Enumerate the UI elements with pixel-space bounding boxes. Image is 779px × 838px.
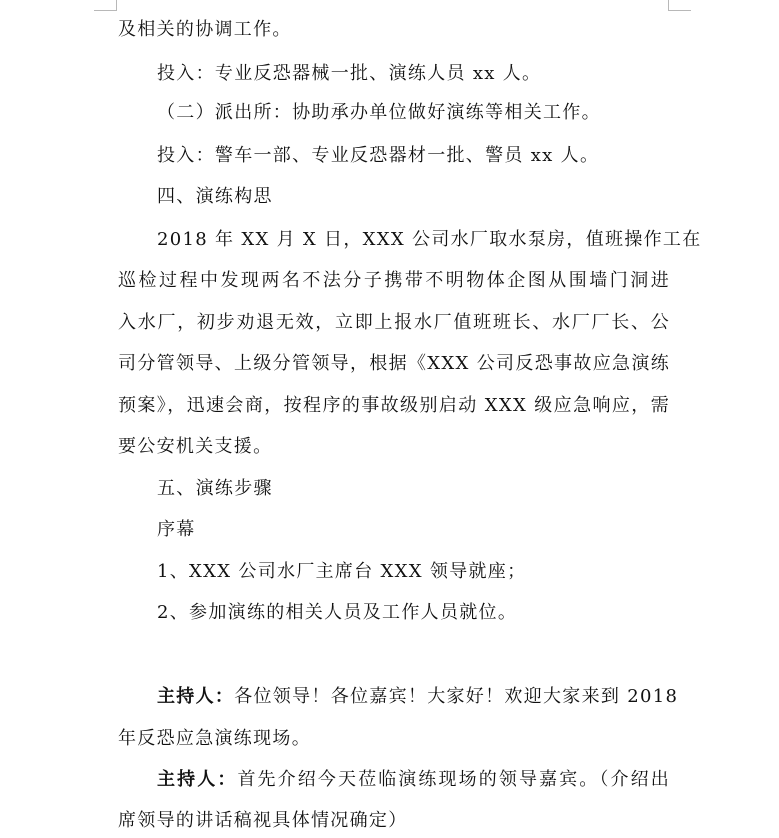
section-heading: 四、演练构思 [157, 186, 273, 207]
paragraph-line: 预案》，迅速会商，按程序的事故级别启动 XXX 级应急响应，需 [118, 395, 670, 416]
paragraph-line: （二）派出所：协助承办单位做好演练等相关工作。 [157, 102, 601, 123]
paragraph-line: 要公安机关支援。 [118, 436, 273, 457]
speaker-label: 主持人： [157, 686, 235, 707]
paragraph-line: 及相关的协调工作。 [118, 19, 292, 40]
paragraph-line: 司分管领导、上级分管领导，根据《XXX 公司反恐事故应急演练 [118, 353, 670, 374]
host-speech-line [157, 685, 679, 709]
paragraph-line: 投入：专业反恐器械一批、演练人员 xx 人。 [157, 63, 542, 84]
speech-text: 各位领导！各位嘉宾！大家好！欢迎大家来到 2018 [234, 686, 679, 707]
subheading: 序幕 [157, 519, 196, 540]
speaker-label: 主持人： [157, 769, 238, 790]
speech-text: 首先介绍今天莅临演练现场的领导嘉宾。（介绍出 [237, 769, 670, 790]
margin-corner-mark-left [94, 0, 117, 11]
paragraph-line: 投入：警车一部、专业反恐器材一批、警员 xx 人。 [157, 145, 600, 166]
paragraph-line: 2018 年 XX 月 X 日，XXX 公司水厂取水泵房，值班操作工在 [157, 229, 702, 250]
host-speech-line [157, 768, 670, 792]
section-heading: 五、演练步骤 [157, 478, 273, 499]
list-item: 1、XXX 公司水厂主席台 XXX 领导就座； [157, 561, 527, 582]
paragraph-line: 巡检过程中发现两名不法分子携带不明物体企图从围墙门洞进 [118, 270, 670, 291]
margin-corner-mark-right [668, 0, 691, 11]
host-speech-line: 年反恐应急演练现场。 [118, 728, 311, 749]
list-item: 2、参加演练的相关人员及工作人员就位。 [157, 602, 518, 623]
host-speech-line: 席领导的讲话稿视具体情况确定） [118, 810, 408, 831]
paragraph-line: 入水厂，初步劝退无效，立即上报水厂值班班长、水厂厂长、公 [118, 312, 670, 333]
